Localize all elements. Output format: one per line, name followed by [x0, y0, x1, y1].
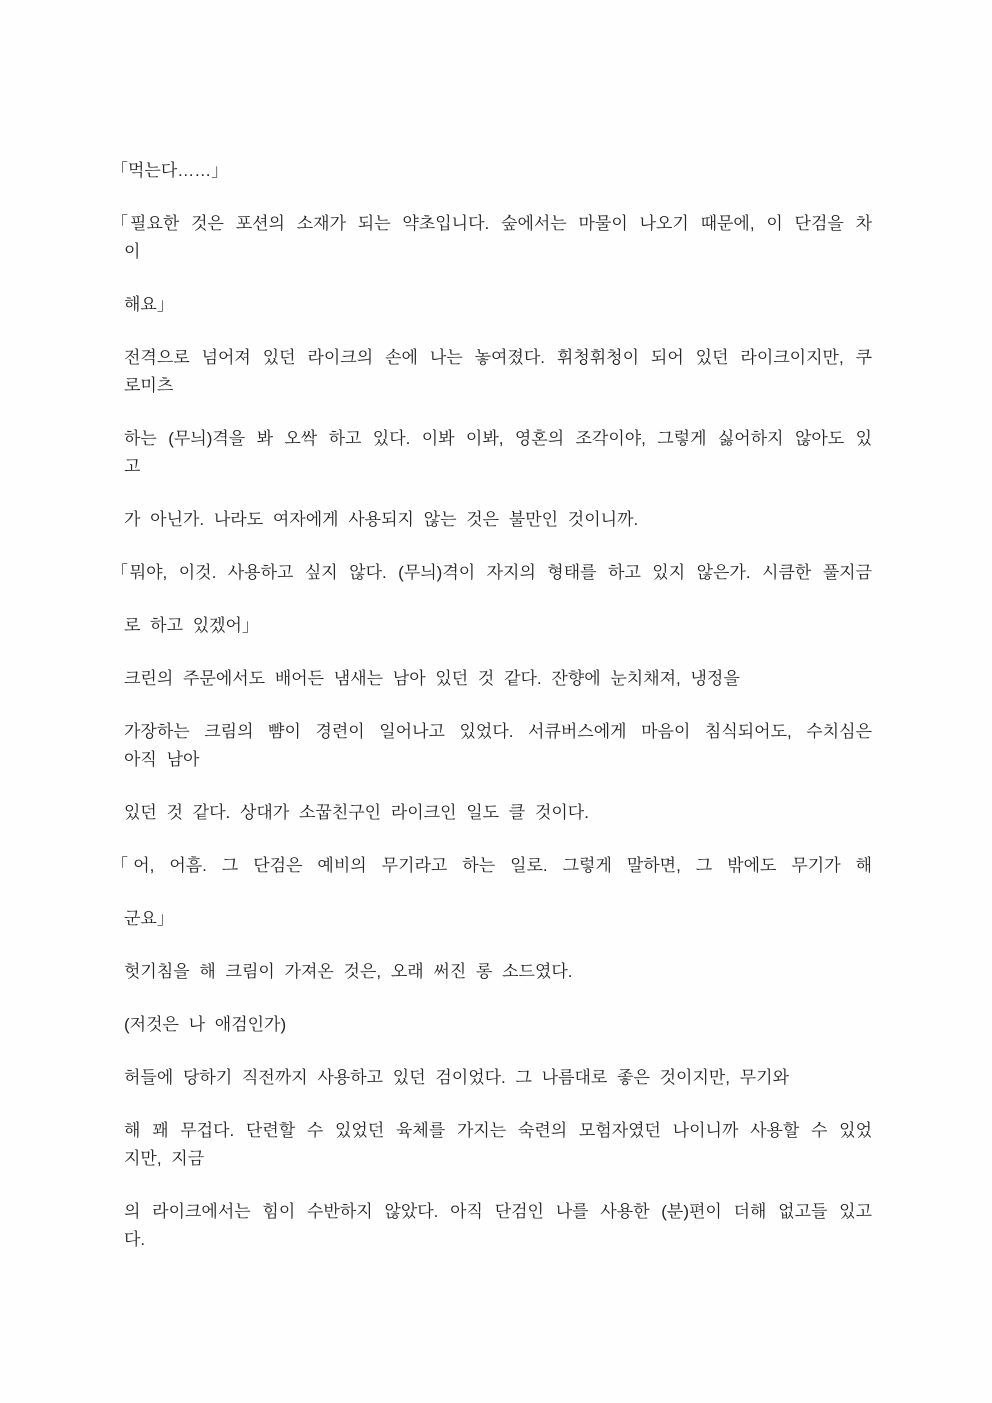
text-line: 「뭐야, 이것. 사용하고 싶지 않다. (무늬)격이 자지의 형태를 하고 있지 않은가. 시큼한 풀지금	[111, 563, 872, 582]
text-line: 가 아닌가. 나라도 여자에게 사용되지 않는 것은 불만인 것이니까.	[124, 510, 639, 529]
paragraph	[111, 559, 872, 587]
paragraph	[124, 799, 872, 827]
paragraph	[124, 1011, 872, 1039]
text-line: 해 꽤 무겁다. 단련할 수 있었던 육체를 가지는 숙련의 모험자였던 나이니까 사용할 수 있었	[124, 1121, 872, 1140]
text-line: 아직 남아	[124, 750, 200, 769]
paragraph	[124, 1064, 872, 1092]
paragraph	[111, 852, 872, 880]
paragraph	[124, 718, 872, 774]
text-line: 하는 (무늬)격을 봐 오싹 하고 있다. 이봐 이봐, 영혼의 조각이야, 그렇게 싫어하지 않아도 있	[124, 429, 872, 448]
text-line: 있던 것 같다. 상대가 소꿉친구인 라이크인 일도 클 것이다.	[124, 803, 589, 822]
text-line: 지만, 지금	[124, 1149, 205, 1168]
text-line: 크린의 주문에서도 배어든 냄새는 남아 있던 것 같다. 잔향에 눈치채져, 냉정을	[124, 669, 740, 688]
text-line: 가장하는 크림의 뺨이 경련이 일어나고 있었다. 서큐버스에게 마음이 침식되어도, 수치심은	[124, 722, 872, 741]
paragraph	[124, 1198, 872, 1254]
paragraph	[124, 506, 872, 534]
text-line: 군요」	[124, 909, 174, 928]
paragraph	[124, 958, 872, 986]
text-line: 의 라이크에서는 힘이 수반하지 않았다. 아직 단검인 나를 사용한 (분)편이 더해 없고들 있고	[124, 1202, 872, 1221]
paragraph	[124, 291, 872, 319]
paragraph	[124, 612, 872, 640]
text-line: 다.	[124, 1230, 146, 1249]
text-line: 해요」	[124, 295, 174, 314]
text-line: 로 하고 있겠어」	[124, 616, 259, 635]
paragraph	[124, 425, 872, 481]
text-line: 전격으로 넘어져 있던 라이크의 손에 나는 놓여졌다. 휘청휘청이 되어 있던 라이크이지만, 쿠	[124, 348, 872, 367]
paragraph	[111, 210, 872, 266]
text-line: 고	[124, 457, 141, 476]
text-line: (저것은 나 애검인가)	[124, 1015, 287, 1034]
text-line: 허들에 당하기 직전까지 사용하고 있던 검이었다. 그 나름대로 좋은 것이지만, 무기와	[124, 1068, 790, 1087]
text-line: 「먹는다……」	[111, 161, 229, 180]
paragraph	[124, 344, 872, 400]
paragraph	[124, 1117, 872, 1173]
paragraph	[111, 157, 872, 185]
text-line: 「어, 어흠. 그 단검은 예비의 무기라고 하는 일로. 그렇게 말하면, 그 밖에도 무기가 해	[111, 856, 872, 875]
paragraph	[124, 905, 872, 933]
text-line: 「필요한 것은 포션의 소재가 되는 약초입니다. 숲에서는 마물이 나오기 때문에, 이 단검을 차	[111, 214, 872, 233]
text-line: 로미츠	[124, 376, 174, 395]
paragraph	[124, 665, 872, 693]
text-line: 헛기침을 해 크림이 가져온 것은, 오래 써진 롱 소드였다.	[124, 962, 573, 981]
text-line: 이	[124, 242, 141, 261]
